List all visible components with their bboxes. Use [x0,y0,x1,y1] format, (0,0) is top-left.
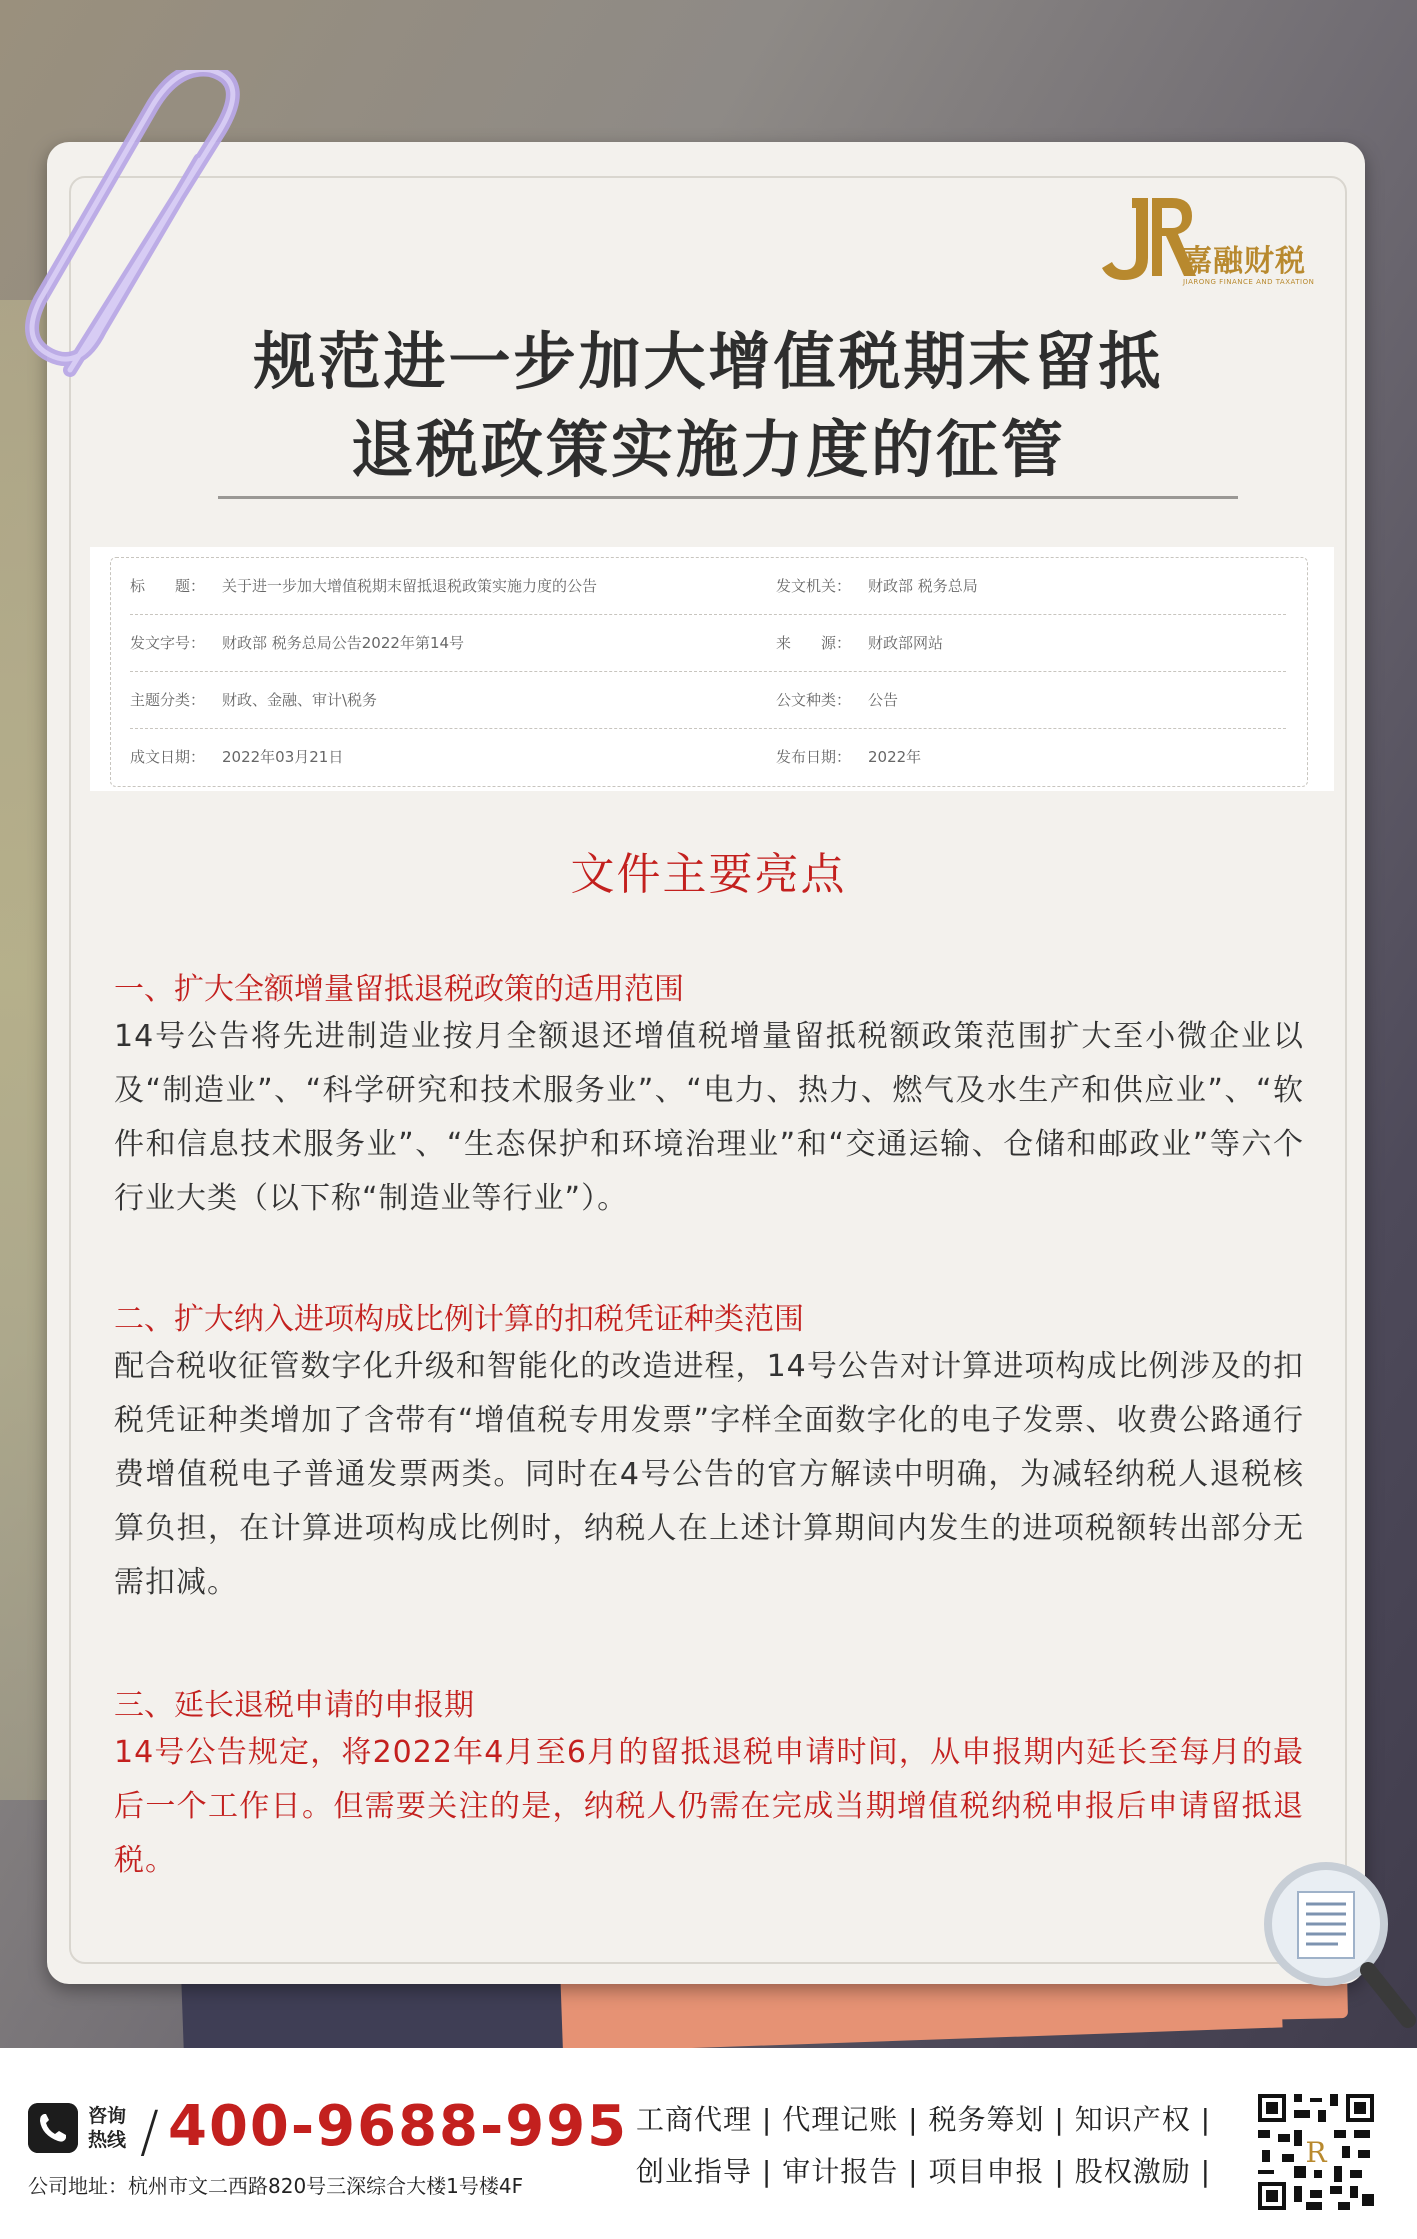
meta-label: 发文字号： [130,634,206,652]
divider-slash: / [140,2100,159,2165]
meta-label: 标 题： [130,577,206,595]
meta-row [130,671,1286,729]
section-heading-3: 三、延长退税申请的申报期 [114,1688,474,1723]
qr-code-icon[interactable] [1254,2090,1378,2214]
meta-label: 主题分类： [130,691,206,709]
meta-value: 公告 [868,691,899,709]
meta-value: 关于进一步加大增值税期末留抵退税政策实施力度的公告 [222,577,598,595]
meta-value: 财政部 税务总局公告2022年第14号 [222,634,465,652]
meta-row [130,614,1286,672]
meta-label: 成文日期： [130,748,206,766]
meta-value: 2022年 [868,748,922,766]
section-heading-1: 一、扩大全额增量留抵退税政策的适用范围 [114,972,684,1007]
meta-value: 财政、金融、审计\税务 [222,691,378,709]
phone-icon [28,2103,78,2153]
title-line-1: 规范进一步加大增值税期末留抵 [253,325,1164,398]
meta-label: 发布日期： [776,748,852,766]
hotline-label: 咨询 热线 [88,2105,127,2151]
title-divider [218,496,1238,499]
section-body-3: 14号公告规定，将2022年4月至6月的留抵退税申请时间，从申报期内延长至每月的最后一个工作日。但需要关注的是，纳税人仍需在完成当期增值税纳税申报后申请留抵退税。 [114,1735,1304,1878]
services-list-1: 工商代理 | 代理记账 | 税务筹划 | 知识产权 | [636,2103,1212,2136]
highlights-title: 文件主要亮点 [570,849,847,900]
services-list-2: 创业指导 | 审计报告 | 项目申报 | 股权激励 | [636,2155,1212,2188]
section-body-2: 配合税收征管数字化升级和智能化的改造进程，14号公告对计算进项构成比例涉及的扣税凭证种类增加了含带有“增值税专用发票”字样全面数字化的电子发票、收费公路通行费增值税电子普通发票两类。同时在4号公告的官方解读中明确，为减轻纳税人退税核算负担，在计算进项构成比例时，纳税人在上述计算期间内发生的进项税额转出部分无需扣减。 [114,1349,1304,1600]
page-title [120,318,1297,494]
meta-label: 来 源： [776,634,852,652]
section-heading-2: 二、扩大纳入进项构成比例计算的扣税凭证种类范围 [114,1302,804,1337]
meta-row [130,728,1286,785]
logo-name: 嘉融财税 [1182,244,1306,279]
company-address: 公司地址：杭州市文二西路820号三深综合大楼1号楼4F [28,2174,524,2198]
meta-value: 财政部 税务总局 [868,577,978,595]
meta-value: 财政部网站 [868,634,944,652]
meta-value: 2022年03月21日 [222,748,344,766]
title-line-2: 退税政策实施力度的征管 [350,413,1066,486]
section-body-1: 14号公告将先进制造业按月全额退还增值税增量留抵税额政策范围扩大至小微企业以及“制造业”、“科学研究和技术服务业”、“电力、热力、燃气及水生产和供应业”、“软件和信息技术服务业”、“生态保护和环境治理业”和“交通运输、仓储和邮政业”等六个行业大类（以下称“制造业等行业”）。 [114,1019,1304,1216]
magnifier-icon [1248,1852,1417,2028]
meta-label: 发文机关： [776,577,852,595]
svg-text:R: R [1305,2136,1327,2169]
meta-row [130,557,1286,615]
logo-subtitle: JIARONG FINANCE AND TAXATION [1183,278,1315,286]
phone-number[interactable]: 400-9688-995 [168,2094,629,2159]
meta-label: 公文种类： [776,691,852,709]
